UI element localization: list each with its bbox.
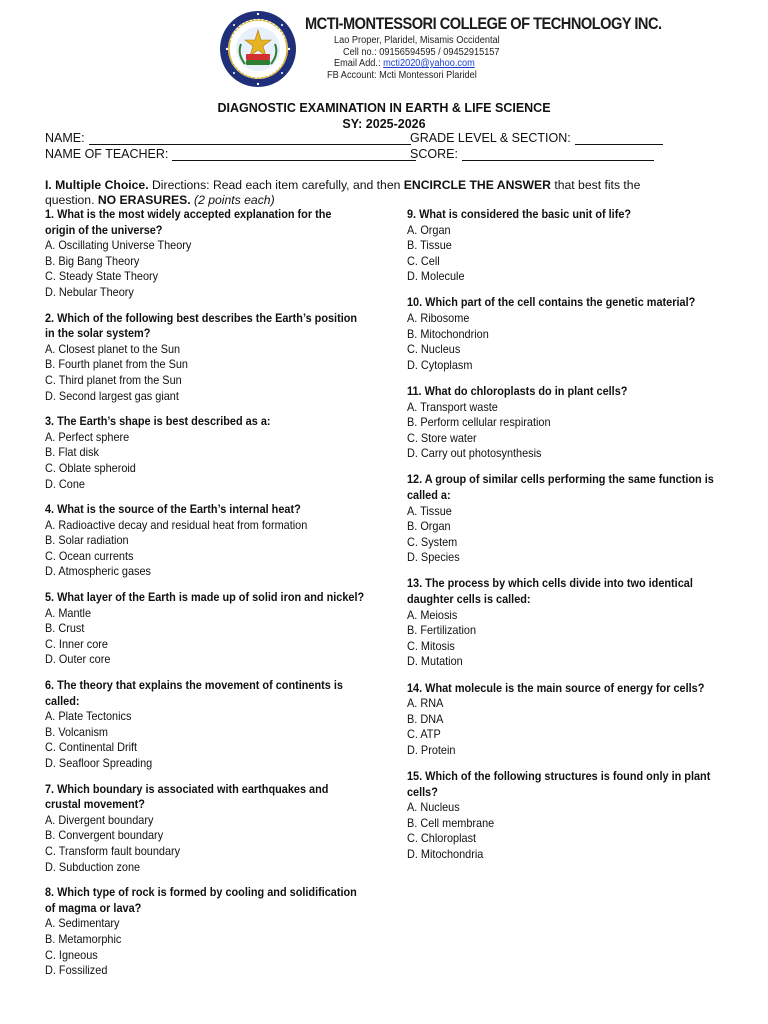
- answer-option[interactable]: C. Continental Drift: [45, 741, 138, 755]
- answer-option[interactable]: B. Tissue: [407, 239, 452, 253]
- email-link[interactable]: mcti2020@yahoo.com: [383, 58, 475, 69]
- question-stem: 5. What layer of the Earth is made up of solid iron and nickel?: [45, 591, 365, 605]
- teacher-blank[interactable]: [172, 148, 416, 161]
- score-label: SCORE:: [410, 147, 458, 161]
- answer-option[interactable]: D. Cytoplasm: [407, 358, 473, 372]
- answer-option[interactable]: B. Metamorphic: [45, 932, 122, 946]
- question-item: [45, 782, 365, 876]
- answer-option[interactable]: C. Transform fault boundary: [45, 844, 181, 858]
- answer-option[interactable]: A. Organ: [407, 223, 451, 237]
- school-facebook: FB Account: Mcti Montessori Plaridel: [327, 69, 477, 81]
- question-item: [45, 311, 365, 405]
- question-stem: 1. What is the most widely accepted explanation for the origin of the universe?: [45, 208, 332, 237]
- answer-option[interactable]: A. RNA: [407, 697, 444, 711]
- school-year: SY: 2025-2026: [342, 117, 426, 131]
- answer-option[interactable]: B. Cell membrane: [407, 816, 495, 830]
- directions-emphasis: ENCIRCLE THE ANSWER: [403, 178, 551, 192]
- school-cell: Cell no.: 09156594595 / 09452915157: [343, 46, 500, 58]
- answer-option[interactable]: B. Fourth planet from the Sun: [45, 358, 188, 372]
- question-stem: 3. The Earth’s shape is best described as a:: [45, 415, 271, 429]
- question-stem: 8. Which type of rock is formed by cooling and solidification of magma or lava?: [45, 886, 357, 915]
- answer-option[interactable]: D. Fossilized: [45, 964, 108, 978]
- answer-option[interactable]: A. Nucleus: [407, 801, 460, 815]
- score-field[interactable]: [410, 147, 654, 161]
- questions-left-column: [45, 207, 365, 979]
- answer-option[interactable]: C. Mitosis: [407, 639, 455, 653]
- question-stem: 9. What is considered the basic unit of life?: [407, 208, 632, 221]
- grade-label: GRADE LEVEL & SECTION:: [410, 131, 571, 145]
- question-item: [407, 207, 719, 285]
- part-label: I. Multiple Choice.: [45, 178, 149, 192]
- question-item: [407, 681, 719, 759]
- answer-option[interactable]: C. Inner core: [45, 637, 108, 651]
- school-seal-icon: [219, 10, 297, 88]
- points-note: (2 points each): [190, 193, 275, 207]
- answer-option[interactable]: B. Volcanism: [45, 725, 108, 739]
- answer-option[interactable]: D. Subduction zone: [45, 860, 141, 874]
- answer-option[interactable]: A. Divergent boundary: [45, 813, 154, 827]
- answer-option[interactable]: C. Ocean currents: [45, 549, 134, 563]
- name-field[interactable]: [45, 131, 411, 145]
- answer-option[interactable]: D. Second largest gas giant: [45, 389, 179, 403]
- answer-option[interactable]: D. Outer core: [45, 653, 111, 667]
- teacher-label: NAME OF TEACHER:: [45, 147, 169, 161]
- answer-option[interactable]: B. Big Bang Theory: [45, 254, 140, 268]
- directions: [45, 178, 685, 208]
- answer-option[interactable]: A. Radioactive decay and residual heat from formation: [45, 518, 308, 532]
- question-stem: 7. Which boundary is associated with earthquakes and crustal movement?: [45, 782, 329, 812]
- answer-option[interactable]: C. Nucleus: [407, 343, 461, 357]
- answer-option[interactable]: D. Atmospheric gases: [45, 565, 152, 579]
- email-label: Email Add.:: [334, 58, 384, 69]
- answer-option[interactable]: C. Chloroplast: [407, 832, 477, 846]
- answer-option[interactable]: D. Protein: [407, 743, 456, 757]
- answer-option[interactable]: A. Ribosome: [407, 312, 470, 326]
- name-label: NAME:: [45, 131, 85, 145]
- answer-option[interactable]: B. Crust: [45, 622, 85, 636]
- answer-option[interactable]: A. Tissue: [407, 504, 452, 518]
- question-item: [407, 384, 719, 462]
- question-item: [45, 207, 365, 301]
- answer-option[interactable]: A. Perfect sphere: [45, 430, 130, 444]
- question-item: [407, 472, 719, 566]
- score-blank[interactable]: [462, 148, 654, 161]
- answer-option[interactable]: D. Cone: [45, 477, 85, 491]
- answer-option[interactable]: B. Convergent boundary: [45, 829, 164, 843]
- answer-option[interactable]: B. Mitochondrion: [407, 327, 489, 341]
- exam-title: DIAGNOSTIC EXAMINATION IN EARTH & LIFE SCIENCE: [217, 101, 551, 115]
- school-address: Lao Proper, Plaridel, Misamis Occidental: [334, 35, 500, 46]
- question-item: [407, 295, 719, 373]
- answer-option[interactable]: B. DNA: [407, 712, 444, 726]
- answer-option[interactable]: B. Flat disk: [45, 446, 99, 460]
- teacher-field[interactable]: [45, 147, 416, 161]
- question-item: [45, 502, 365, 580]
- answer-option[interactable]: D. Species: [407, 551, 460, 565]
- answer-option[interactable]: A. Closest planet to the Sun: [45, 342, 181, 356]
- answer-option[interactable]: B. Perform cellular respiration: [407, 416, 551, 430]
- question-item: [407, 769, 719, 863]
- answer-option[interactable]: C. Oblate spheroid: [45, 461, 136, 475]
- question-stem: 2. Which of the following best describes the Earth’s position in the solar system?: [45, 311, 358, 341]
- answer-option[interactable]: A. Meiosis: [407, 608, 458, 622]
- question-stem: 12. A group of similar cells performing the same function is called a:: [407, 473, 714, 502]
- answer-option[interactable]: A. Transport waste: [407, 400, 498, 414]
- answer-option[interactable]: B. Organ: [407, 520, 451, 534]
- answer-option[interactable]: D. Mitochondria: [407, 847, 484, 861]
- question-item: [45, 678, 365, 772]
- answer-option[interactable]: B. Fertilization: [407, 624, 477, 638]
- name-blank[interactable]: [89, 132, 411, 145]
- answer-option[interactable]: C. Steady State Theory: [45, 270, 159, 284]
- directions-text-1: Directions: Read each item carefully, and then: [148, 178, 404, 192]
- answer-option[interactable]: B. Solar radiation: [45, 534, 129, 548]
- question-stem: 10. Which part of the cell contains the genetic material?: [407, 296, 696, 310]
- question-item: [45, 590, 365, 668]
- questions-right-column: [407, 207, 719, 863]
- answer-option[interactable]: C. Store water: [407, 431, 477, 445]
- answer-option[interactable]: C. System: [407, 535, 458, 549]
- question-stem: 13. The process by which cells divide into two identical daughter cells is called:: [407, 577, 693, 607]
- answer-option[interactable]: C. Cell: [407, 254, 440, 268]
- answer-option[interactable]: D. Nebular Theory: [45, 285, 134, 299]
- answer-option[interactable]: C. Third planet from the Sun: [45, 373, 182, 387]
- question-item: [45, 885, 365, 979]
- school-name: MCTI-MONTESSORI COLLEGE OF TECHNOLOGY INC.: [305, 14, 662, 33]
- letterhead: [219, 10, 662, 88]
- question-stem: 15. Which of the following structures is found only in plant cells?: [407, 770, 711, 799]
- answer-option[interactable]: C. Igneous: [45, 948, 98, 962]
- question-item: [407, 576, 719, 670]
- question-stem: 14. What molecule is the main source of energy for cells?: [407, 681, 705, 695]
- question-stem: 6. The theory that explains the movement of continents is called:: [45, 679, 343, 708]
- answer-option[interactable]: A. Sedimentary: [45, 917, 120, 931]
- grade-field[interactable]: [410, 131, 663, 145]
- question-item: [45, 414, 365, 492]
- answer-option[interactable]: A. Plate Tectonics: [45, 710, 132, 724]
- answer-option[interactable]: D. Carry out photosynthesis: [407, 447, 542, 461]
- answer-option[interactable]: C. ATP: [407, 728, 441, 742]
- directions-text-2: that best fits the question.: [45, 178, 641, 207]
- answer-option[interactable]: A. Mantle: [45, 606, 92, 620]
- answer-option[interactable]: D. Seafloor Spreading: [45, 757, 153, 770]
- school-email: [334, 58, 534, 70]
- grade-blank[interactable]: [575, 132, 663, 145]
- question-stem: 4. What is the source of the Earth’s internal heat?: [45, 503, 301, 517]
- answer-option[interactable]: D. Molecule: [407, 270, 465, 284]
- answer-option[interactable]: D. Mutation: [407, 655, 463, 669]
- no-erasures: NO ERASURES.: [97, 193, 191, 207]
- question-stem: 11. What do chloroplasts do in plant cells?: [407, 384, 628, 398]
- answer-option[interactable]: A. Oscillating Universe Theory: [45, 239, 192, 253]
